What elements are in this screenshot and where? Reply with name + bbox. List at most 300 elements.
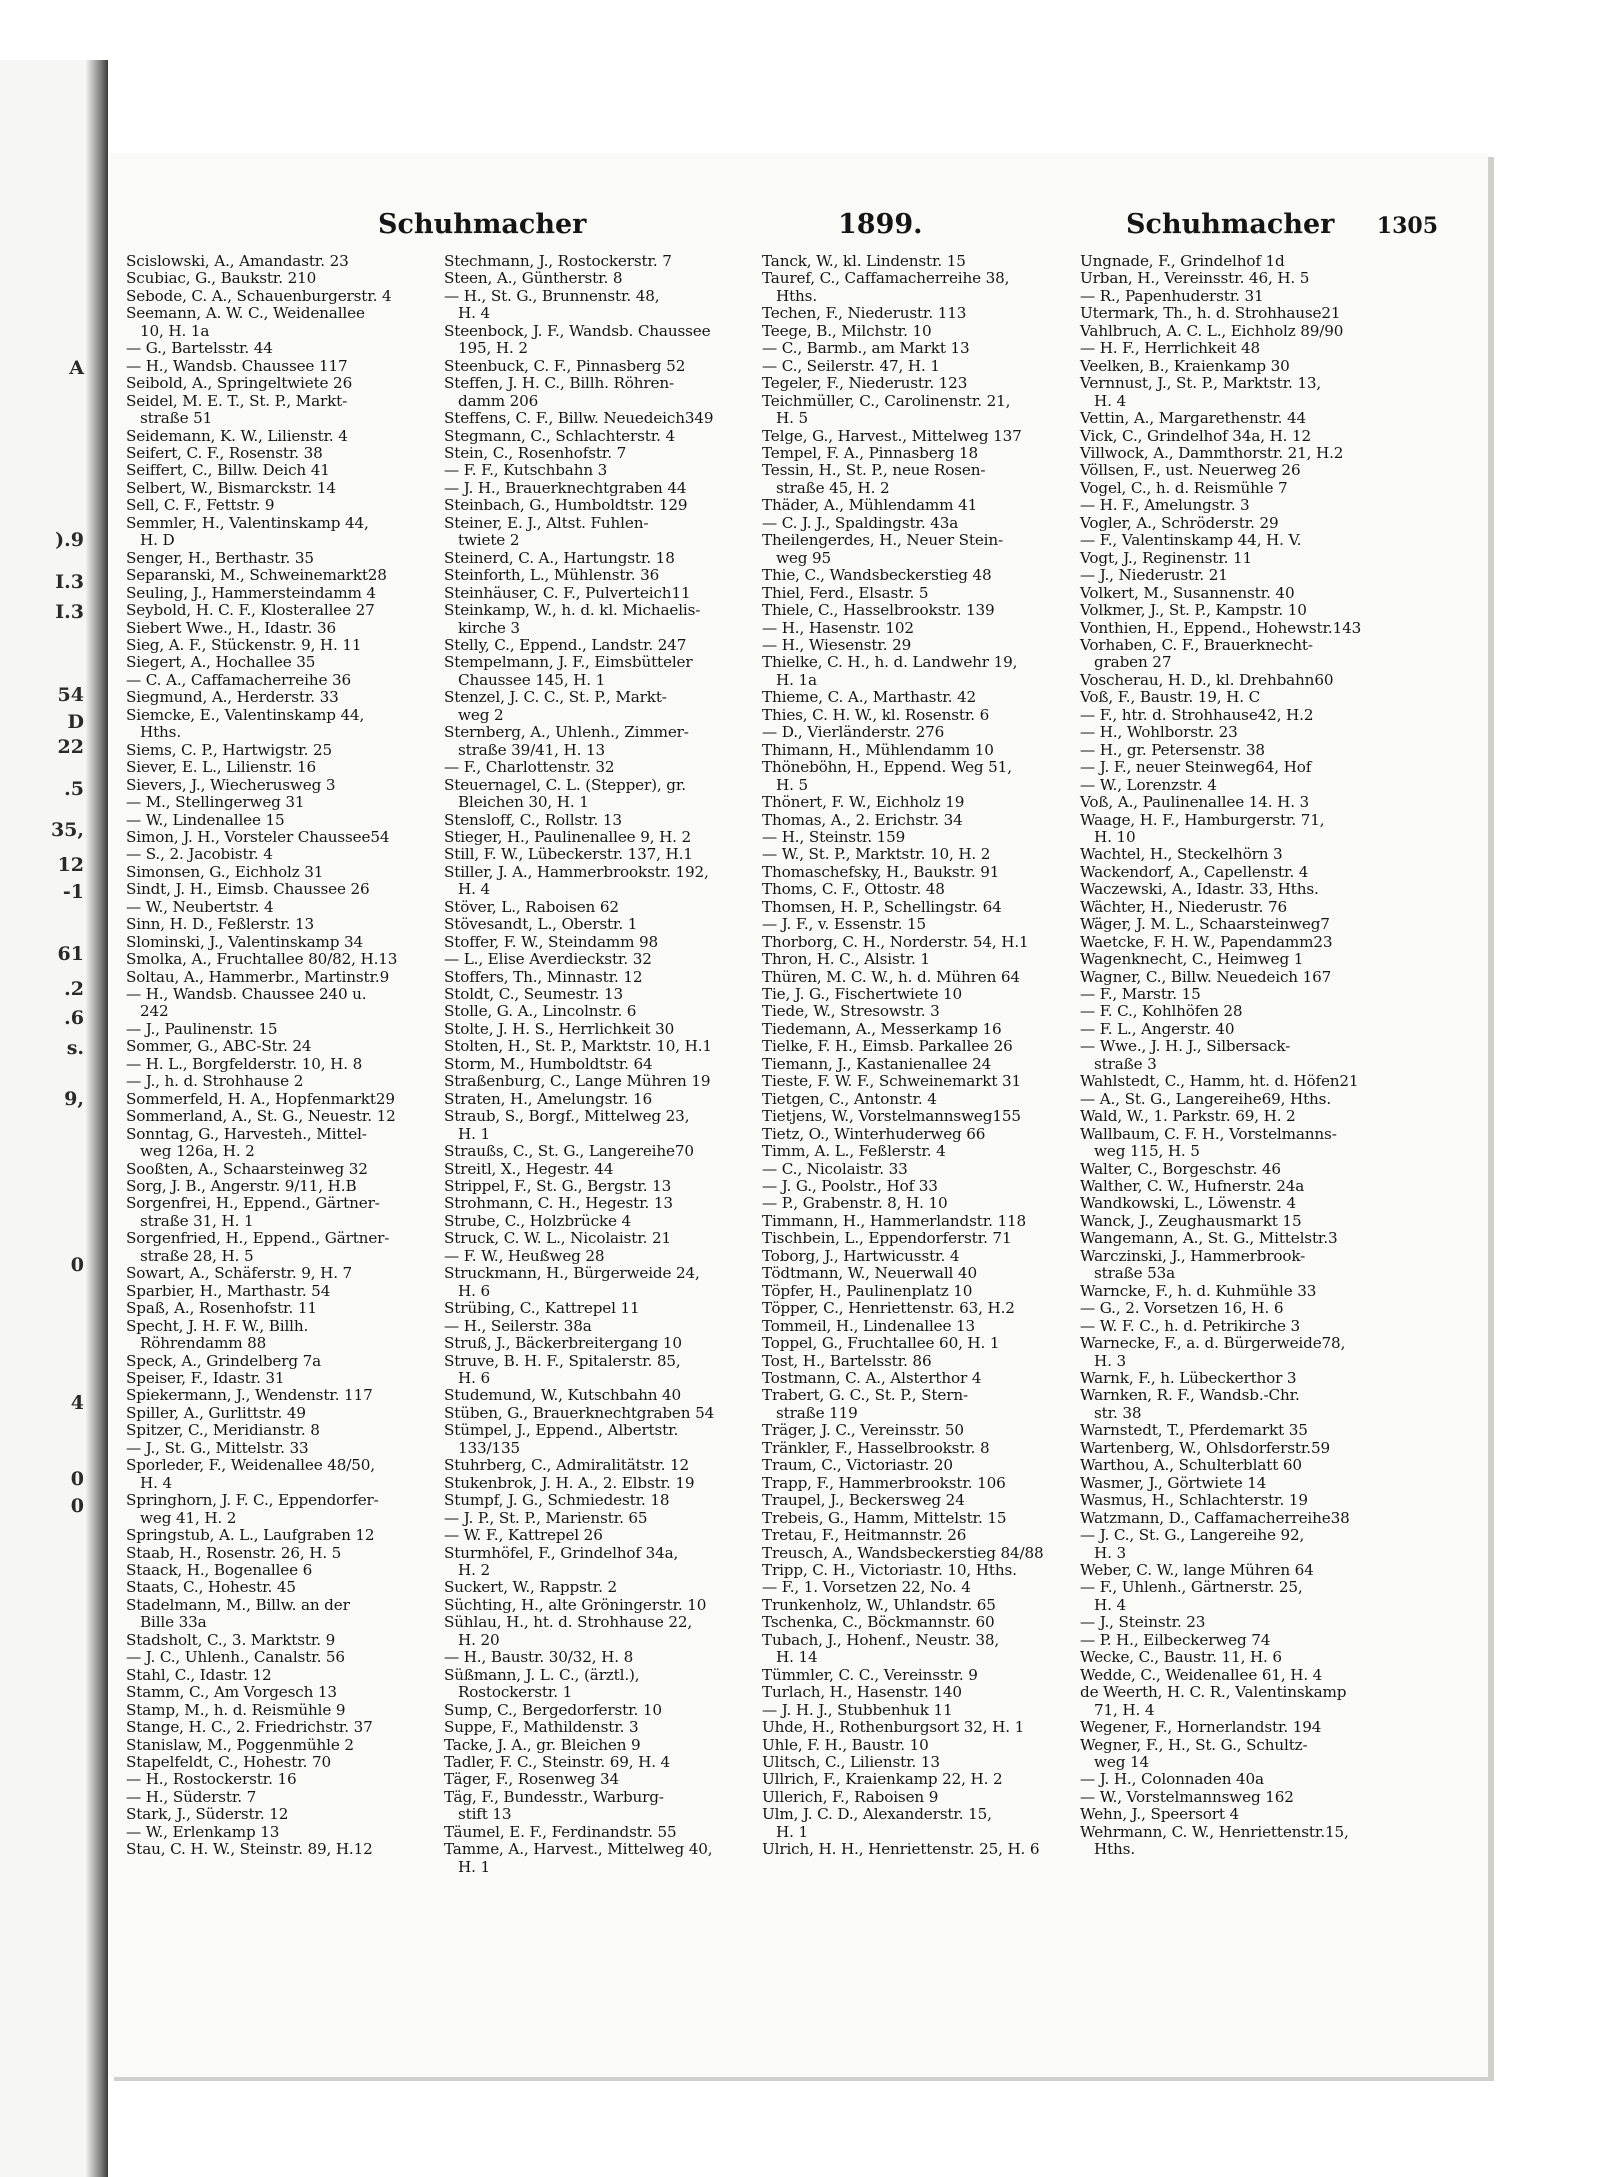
- entry-text: — D., Vierländerstr. 276: [762, 723, 945, 742]
- directory-entry: [762, 1387, 1070, 1422]
- entry-text: — J. C., Uhlenh., Canalstr. 56: [126, 1648, 345, 1667]
- previous-page-fragment: I.3: [55, 570, 84, 593]
- directory-entry: [126, 1789, 434, 1806]
- directory-entry: [444, 1108, 752, 1143]
- directory-entry: [126, 515, 434, 550]
- directory-entry: [762, 1475, 1070, 1492]
- entry-text: Tiedemann, A., Messerkamp 16: [762, 1019, 1002, 1038]
- entry-text: Tacke, J. A., gr. Bleichen 9: [444, 1735, 641, 1754]
- directory-entry: [1080, 1370, 1388, 1387]
- directory-entry: [762, 1614, 1070, 1631]
- entry-text: Thönert, F. W., Eichholz 19: [762, 793, 965, 812]
- entry-text: — M., Stellingerweg 31: [126, 793, 305, 812]
- entry-text: Thielke, C. H., h. d. Landwehr 19,: [762, 653, 1018, 672]
- entry-text: Stensloff, C., Rollstr. 13: [444, 810, 622, 829]
- directory-entry: [1080, 1457, 1388, 1474]
- directory-entry: [126, 428, 434, 445]
- directory-entry: [1080, 986, 1388, 1003]
- directory-entry: [444, 288, 752, 323]
- directory-entry: [762, 1684, 1070, 1701]
- entry-text: Wackendorf, A., Capellenstr. 4: [1080, 862, 1309, 881]
- entry-text: Techen, F., Niederustr. 113: [762, 304, 967, 323]
- entry-text: — W., St. P., Marktstr. 10, H. 2: [762, 845, 991, 864]
- directory-entry: [762, 1056, 1070, 1073]
- directory-entry: [762, 1545, 1070, 1562]
- directory-entry: [1080, 410, 1388, 427]
- directory-entry: [762, 1754, 1070, 1771]
- entry-text: — J. H. J., Stubbenhuk 11: [762, 1700, 953, 1719]
- directory-entry: [444, 777, 752, 812]
- directory-entry: [444, 1475, 752, 1492]
- entry-text: Stempelmann, J. F., Eimsbütteler: [444, 653, 693, 672]
- entry-text: — S., 2. Jacobistr. 4: [126, 845, 273, 864]
- directory-entry: [126, 672, 434, 689]
- entry-continuation: H. 4: [1094, 391, 1126, 410]
- directory-entry: [762, 1283, 1070, 1300]
- entry-text: Thomsen, H. P., Schellingstr. 64: [762, 897, 1002, 916]
- entry-text: — F., Charlottenstr. 32: [444, 758, 615, 777]
- entry-continuation: Hths.: [140, 723, 182, 742]
- entry-text: Stuhrberg, C., Admiralitätstr. 12: [444, 1456, 689, 1475]
- directory-entry: [1080, 689, 1388, 706]
- entry-text: — H., Süderstr. 7: [126, 1787, 257, 1806]
- entry-text: Töpfer, H., Paulinenplatz 10: [762, 1281, 973, 1300]
- directory-entry: [762, 1213, 1070, 1230]
- entry-text: — J. G., Poolstr., Hof 33: [762, 1177, 938, 1196]
- entry-continuation: straße 3: [1094, 1054, 1157, 1073]
- entry-text: Villwock, A., Dammthorstr. 21, H.2: [1080, 443, 1344, 462]
- directory-entry: [762, 445, 1070, 462]
- entry-text: Sorgenfried, H., Eppend., Gärtner-: [126, 1229, 390, 1248]
- directory-entry: [126, 270, 434, 287]
- entry-text: — W. F. C., h. d. Petrikirche 3: [1080, 1316, 1301, 1335]
- entry-text: Wahlstedt, C., Hamm, ht. d. Höfen21: [1080, 1072, 1359, 1091]
- entry-text: Stapelfeldt, C., Hohestr. 70: [126, 1752, 332, 1771]
- entry-text: Vonthien, H., Eppend., Hohewstr.143: [1080, 618, 1362, 637]
- directory-entry: [1080, 1161, 1388, 1178]
- entry-text: Tschenka, C., Böckmannstr. 60: [762, 1613, 995, 1632]
- entry-continuation: 10, H. 1a: [140, 321, 210, 340]
- directory-entry: [444, 1771, 752, 1788]
- entry-text: Trunkenholz, W., Uhlandstr. 65: [762, 1595, 996, 1614]
- entry-text: Senger, H., Berthastr. 35: [126, 548, 314, 567]
- directory-entry: [444, 1143, 752, 1160]
- directory-entry: [1080, 1213, 1388, 1230]
- entry-text: Theilengerdes, H., Neuer Stein-: [762, 531, 1003, 550]
- entry-text: Wartenberg, W., Ohlsdorferstr.59: [1080, 1438, 1330, 1457]
- directory-entry: [126, 1806, 434, 1823]
- entry-text: Stamm, C., Am Vorgesch 13: [126, 1683, 337, 1702]
- directory-entry: [126, 585, 434, 602]
- entry-continuation: straße 31, H. 1: [140, 1211, 254, 1230]
- entry-text: Thomaschefsky, H., Baukstr. 91: [762, 862, 1000, 881]
- entry-text: de Weerth, H. C. R., Valentinskamp: [1080, 1683, 1347, 1702]
- directory-entry: [126, 1387, 434, 1404]
- directory-entry: [126, 1195, 434, 1230]
- entry-text: Speck, A., Grindelberg 7a: [126, 1351, 322, 1370]
- directory-entry: [1080, 288, 1388, 305]
- entry-text: — H., Wohlborstr. 23: [1080, 723, 1238, 742]
- entry-text: — L., Elise Averdieckstr. 32: [444, 950, 652, 969]
- page-number: 1305: [1376, 213, 1438, 239]
- entry-text: Steinbach, G., Humboldtstr. 129: [444, 496, 688, 515]
- directory-entry: [762, 846, 1070, 863]
- directory-entry: [126, 934, 434, 951]
- entry-text: Wandkowski, L., Löwenstr. 4: [1080, 1194, 1297, 1213]
- entry-text: Wegner, F., H., St. G., Schultz-: [1080, 1735, 1308, 1754]
- entry-text: — C. J. J., Spaldingstr. 43a: [762, 513, 959, 532]
- entry-text: Traupel, J., Beckersweg 24: [762, 1491, 965, 1510]
- entry-text: Scislowski, A., Amandastr. 23: [126, 252, 349, 270]
- directory-entry: [762, 620, 1070, 637]
- directory-entry: [126, 620, 434, 637]
- entry-text: Tieste, F. W. F., Schweinemarkt 31: [762, 1072, 1021, 1091]
- directory-entry: [444, 1038, 752, 1055]
- entry-continuation: weg 41, H. 2: [140, 1508, 237, 1527]
- directory-entry: [762, 1091, 1070, 1108]
- entry-text: Springstub, A. L., Laufgraben 12: [126, 1526, 375, 1545]
- entry-continuation: H. 20: [458, 1630, 500, 1649]
- directory-entry: [1080, 1579, 1388, 1614]
- entry-text: Uhde, H., Rothenburgsort 32, H. 1: [762, 1718, 1025, 1737]
- directory-entry: [126, 550, 434, 567]
- entry-continuation: Hths.: [1094, 1840, 1136, 1859]
- entry-text: Thron, H. C., Alsistr. 1: [762, 950, 930, 969]
- entry-text: Tommeil, H., Lindenallee 13: [762, 1316, 976, 1335]
- entry-continuation: str. 38: [1094, 1403, 1142, 1422]
- entry-text: Stark, J., Süderstr. 12: [126, 1805, 289, 1824]
- entry-text: Tamme, A., Harvest., Mittelweg 40,: [444, 1840, 713, 1859]
- entry-text: Wallbaum, C. F. H., Vorstelmanns-: [1080, 1124, 1337, 1143]
- directory-entry: [762, 1353, 1070, 1370]
- directory-entry: [1080, 1387, 1388, 1422]
- entry-text: Stegmann, C., Schlachterstr. 4: [444, 426, 676, 445]
- directory-entry: [762, 899, 1070, 916]
- entry-text: Wachtel, H., Steckelhörn 3: [1080, 845, 1283, 864]
- directory-entry: [126, 1108, 434, 1125]
- entry-text: Treusch, A., Wandsbeckerstieg 84/88: [762, 1543, 1044, 1562]
- entry-text: Sowart, A., Schäferstr. 9, H. 7: [126, 1264, 353, 1283]
- directory-entry: [126, 1597, 434, 1632]
- directory-entry: [126, 480, 434, 497]
- entry-continuation: kirche 3: [458, 618, 520, 637]
- entry-text: Soltau, A., Hammerbr., Martinstr.9: [126, 967, 390, 986]
- entry-text: Stoldt, C., Seumestr. 13: [444, 985, 623, 1004]
- directory-entry: [1080, 1737, 1388, 1772]
- directory-entry: [1080, 428, 1388, 445]
- entry-text: Steinhäuser, C. F., Pulverteich11: [444, 583, 691, 602]
- entry-continuation: H. 6: [458, 1281, 490, 1300]
- directory-entry: [444, 1754, 752, 1771]
- entry-text: Steiner, E. J., Altst. Fuhlen-: [444, 513, 649, 532]
- directory-entry: [1080, 881, 1388, 898]
- entry-text: Stüben, G., Brauerknechtgraben 54: [444, 1403, 715, 1422]
- directory-entry: [444, 602, 752, 637]
- entry-text: — J., h. d. Strohhause 2: [126, 1072, 304, 1091]
- directory-entry: [444, 689, 752, 724]
- directory-entry: [444, 567, 752, 584]
- directory-entry: [444, 1719, 752, 1736]
- entry-text: Steffen, J. H. C., Billh. Röhren-: [444, 374, 674, 393]
- entry-continuation: H. 5: [776, 775, 808, 794]
- directory-entry: [444, 1422, 752, 1457]
- page-header: [378, 209, 1438, 247]
- entry-text: Strippel, F., St. G., Bergstr. 13: [444, 1177, 672, 1196]
- directory-entry: [762, 1300, 1070, 1317]
- previous-page-fragment: 54: [57, 683, 84, 706]
- entry-continuation: H. 3: [1094, 1543, 1126, 1562]
- directory-entry: [444, 1841, 752, 1876]
- directory-entry: [126, 1161, 434, 1178]
- directory-entry: [126, 1771, 434, 1788]
- entry-continuation: H. 4: [140, 1473, 172, 1492]
- directory-entry: [1080, 759, 1388, 776]
- directory-entry: [126, 1684, 434, 1701]
- directory-entry: [1080, 1667, 1388, 1684]
- directory-column-1: [126, 253, 434, 1859]
- entry-text: Stelly, C., Eppend., Landstr. 247: [444, 635, 687, 654]
- directory-entry: [762, 1841, 1070, 1858]
- directory-entry: [762, 1527, 1070, 1544]
- directory-entry: [1080, 637, 1388, 672]
- directory-entry: [126, 916, 434, 933]
- entry-text: Wächter, H., Niederustr. 76: [1080, 897, 1287, 916]
- entry-text: Tie, J. G., Fischertwiete 10: [762, 985, 962, 1004]
- entry-text: Tripp, C. H., Victoriastr. 10, Hths.: [762, 1560, 1017, 1579]
- entry-text: Struckmann, H., Bürgerweide 24,: [444, 1264, 700, 1283]
- entry-text: Stukenbrok, J. H. A., 2. Elbstr. 19: [444, 1473, 695, 1492]
- directory-entry: [1080, 340, 1388, 357]
- entry-text: Thäder, A., Mühlendamm 41: [762, 496, 978, 515]
- directory-entry: [444, 375, 752, 410]
- entry-text: Ulitsch, C., Lilienstr. 13: [762, 1752, 940, 1771]
- entry-text: — G., 2. Vorsetzen 16, H. 6: [1080, 1299, 1284, 1318]
- entry-text: — J. F., v. Essenstr. 15: [762, 915, 926, 934]
- directory-entry: [444, 759, 752, 776]
- directory-entry: [444, 1056, 752, 1073]
- entry-text: Tempel, F. A., Pinnasberg 18: [762, 443, 978, 462]
- directory-entry: [762, 1719, 1070, 1736]
- directory-entry: [762, 1597, 1070, 1614]
- entry-text: — C., Seilerstr. 47, H. 1: [762, 356, 940, 375]
- directory-entry: [762, 358, 1070, 375]
- entry-continuation: H. 5: [776, 409, 808, 428]
- entry-text: Sühlau, H., ht. d. Strohhause 22,: [444, 1613, 693, 1632]
- directory-entry: [1080, 358, 1388, 375]
- directory-entry: [762, 1195, 1070, 1212]
- entry-text: — F. L., Angerstr. 40: [1080, 1019, 1235, 1038]
- directory-entry: [1080, 1422, 1388, 1439]
- entry-text: Tretau, F., Heitmannstr. 26: [762, 1526, 967, 1545]
- entry-text: Urban, H., Vereinsstr. 46, H. 5: [1080, 269, 1310, 288]
- entry-text: Suppe, F., Mathildenstr. 3: [444, 1718, 639, 1737]
- directory-entry: [762, 1562, 1070, 1579]
- entry-text: Struve, B. H. F., Spitalerstr. 85,: [444, 1351, 681, 1370]
- directory-entry: [1080, 1108, 1388, 1125]
- entry-text: Utermark, Th., h. d. Strohhause21: [1080, 304, 1341, 323]
- directory-entry: [762, 1230, 1070, 1247]
- entry-text: Spitzer, C., Meridianstr. 8: [126, 1421, 320, 1440]
- entry-text: Sommerland, A., St. G., Neuestr. 12: [126, 1107, 396, 1126]
- directory-entry: [1080, 1038, 1388, 1073]
- entry-text: Warczinski, J., Hammerbrook-: [1080, 1246, 1306, 1265]
- directory-entry: [762, 340, 1070, 357]
- entry-text: Seybold, H. C. F., Klosterallee 27: [126, 601, 375, 620]
- entry-text: — W., Erlenkamp 13: [126, 1822, 280, 1841]
- entry-text: Tiede, W., Stresowstr. 3: [762, 1002, 940, 1021]
- entry-text: — W., Lindenallee 15: [126, 810, 285, 829]
- entry-text: Wald, W., 1. Parkstr. 69, H. 2: [1080, 1107, 1296, 1126]
- directory-entry: [126, 567, 434, 584]
- entry-continuation: weg 2: [458, 705, 504, 724]
- directory-entry: [444, 1248, 752, 1265]
- directory-entry: [126, 1230, 434, 1265]
- directory-entry: [1080, 969, 1388, 986]
- entry-text: Teichmüller, C., Carolinenstr. 21,: [762, 391, 1011, 410]
- directory-entry: [444, 1457, 752, 1474]
- directory-entry: [126, 445, 434, 462]
- entry-text: — F. W., Heußweg 28: [444, 1246, 605, 1265]
- entry-text: — F., htr. d. Strohhause42, H.2: [1080, 705, 1314, 724]
- entry-continuation: H. 14: [776, 1648, 818, 1667]
- directory-entry: [1080, 1230, 1388, 1247]
- directory-entry: [444, 1597, 752, 1614]
- entry-text: Stoffers, Th., Minnastr. 12: [444, 967, 643, 986]
- entry-text: Smolka, A., Fruchtallee 80/82, H.13: [126, 950, 398, 969]
- previous-page-fragment: I.3: [55, 600, 84, 623]
- entry-text: Süchting, H., alte Gröningerstr. 10: [444, 1595, 707, 1614]
- directory-entry: [1080, 1632, 1388, 1649]
- directory-entry: [762, 1265, 1070, 1282]
- entry-text: Waage, H. F., Hamburgerstr. 71,: [1080, 810, 1325, 829]
- directory-entry: [1080, 375, 1388, 410]
- directory-entry: [762, 585, 1070, 602]
- entry-continuation: H. 1: [458, 1124, 490, 1143]
- entry-text: Staack, H., Bogenallee 6: [126, 1560, 313, 1579]
- entry-text: Völlsen, F., ust. Neuerweg 26: [1080, 461, 1301, 480]
- directory-entry: [444, 1213, 752, 1230]
- directory-entry: [126, 358, 434, 375]
- entry-text: Warnstedt, T., Pferdemarkt 35: [1080, 1421, 1308, 1440]
- directory-entry: [444, 1579, 752, 1596]
- directory-entry: [444, 550, 752, 567]
- directory-entry: [444, 270, 752, 287]
- directory-entry: [126, 1353, 434, 1370]
- directory-entry: [444, 1230, 752, 1247]
- directory-entry: [762, 1806, 1070, 1841]
- entry-text: Vogt, J., Reginenstr. 11: [1080, 548, 1253, 567]
- directory-entry: [126, 1737, 434, 1754]
- directory-entry: [444, 724, 752, 759]
- entry-text: Traum, C., Victoriastr. 20: [762, 1456, 953, 1475]
- entry-text: — J., St. G., Mittelstr. 33: [126, 1438, 309, 1457]
- previous-page-fragment: 12: [57, 853, 84, 876]
- entry-text: Spiller, A., Gurlittstr. 49: [126, 1403, 306, 1422]
- entry-text: — H., Rostockerstr. 16: [126, 1770, 297, 1789]
- entry-text: Stau, C. H. W., Steinstr. 89, H.12: [126, 1840, 373, 1859]
- directory-entry: [1080, 672, 1388, 689]
- directory-entry: [126, 1754, 434, 1771]
- directory-entry: [762, 1021, 1070, 1038]
- directory-entry: [126, 759, 434, 776]
- entry-text: Steenbock, J. F., Wandsb. Chaussee: [444, 321, 711, 340]
- directory-entry: [762, 602, 1070, 619]
- directory-entry: [762, 916, 1070, 933]
- entry-continuation: straße 28, H. 5: [140, 1246, 254, 1265]
- directory-entry: [762, 1737, 1070, 1754]
- directory-entry: [762, 270, 1070, 305]
- directory-entry: [1080, 620, 1388, 637]
- directory-entry: [762, 375, 1070, 392]
- entry-text: Vernnust, J., St. P., Marktstr. 13,: [1080, 374, 1322, 393]
- directory-entry: [1080, 1510, 1388, 1527]
- directory-entry: [444, 462, 752, 479]
- entry-text: Siegmund, A., Herderstr. 33: [126, 688, 339, 707]
- directory-entry: [1080, 1614, 1388, 1631]
- directory-entry: [762, 1789, 1070, 1806]
- entry-text: Stadsholt, C., 3. Marktstr. 9: [126, 1630, 336, 1649]
- directory-entry: [762, 689, 1070, 706]
- entry-continuation: H. 3: [1094, 1351, 1126, 1370]
- entry-text: Storm, M., Humboldtstr. 64: [444, 1054, 653, 1073]
- directory-entry: [444, 846, 752, 863]
- directory-entry: [762, 969, 1070, 986]
- entry-text: Steenbuck, C. F., Pinnasberg 52: [444, 356, 686, 375]
- entry-text: Wecke, C., Baustr. 11, H. 6: [1080, 1648, 1282, 1667]
- entry-continuation: graben 27: [1094, 653, 1172, 672]
- directory-entry: [1080, 585, 1388, 602]
- directory-entry: [762, 1318, 1070, 1335]
- entry-text: — F., 1. Vorsetzen 22, No. 4: [762, 1578, 971, 1597]
- directory-entry: [126, 1667, 434, 1684]
- directory-entry: [1080, 1475, 1388, 1492]
- entry-text: Seuling, J., Hammersteindamm 4: [126, 583, 376, 602]
- directory-entry: [126, 288, 434, 305]
- entry-text: — G., Bartelsstr. 44: [126, 339, 273, 358]
- directory-entry: [444, 1073, 752, 1090]
- directory-entry: [1080, 1073, 1388, 1090]
- directory-entry: [126, 1021, 434, 1038]
- previous-page-fragment: 0: [70, 1495, 84, 1518]
- entry-text: Tietjens, W., Vorstelmannsweg155: [762, 1107, 1021, 1126]
- directory-entry: [1080, 1091, 1388, 1108]
- entry-continuation: Chaussee 145, H. 1: [458, 670, 606, 689]
- entry-text: Voß, A., Paulinenallee 14. H. 3: [1080, 793, 1310, 812]
- entry-text: — W., Neubertstr. 4: [126, 897, 274, 916]
- entry-text: Sternberg, A., Uhlenh., Zimmer-: [444, 723, 689, 742]
- entry-text: — C., Barmb., am Markt 13: [762, 339, 970, 358]
- entry-text: Sooßten, A., Schaarsteinweg 32: [126, 1159, 368, 1178]
- directory-entry: [126, 654, 434, 671]
- directory-entry: [444, 1091, 752, 1108]
- entry-text: — R., Papenhuderstr. 31: [1080, 286, 1264, 305]
- entry-text: Stechmann, J., Rostockerstr. 7: [444, 252, 672, 270]
- entry-text: Sorg, J. B., Angerstr. 9/11, H.B: [126, 1177, 357, 1196]
- directory-entry: [444, 1178, 752, 1195]
- entry-text: Volkert, M., Susannenstr. 40: [1080, 583, 1295, 602]
- entry-text: — J., Steinstr. 23: [1080, 1613, 1206, 1632]
- directory-entry: [444, 1614, 752, 1649]
- directory-entry: [444, 253, 752, 270]
- directory-entry: [762, 497, 1070, 514]
- entry-text: Thimann, H., Mühlendamm 10: [762, 740, 994, 759]
- entry-text: Vorhaben, C. F., Brauerknecht-: [1080, 635, 1313, 654]
- directory-entry: [444, 1649, 752, 1666]
- directory-entry: [126, 253, 434, 270]
- directory-entry: [762, 1510, 1070, 1527]
- previous-page-fragment: -1: [62, 881, 84, 904]
- directory-entry: [126, 340, 434, 357]
